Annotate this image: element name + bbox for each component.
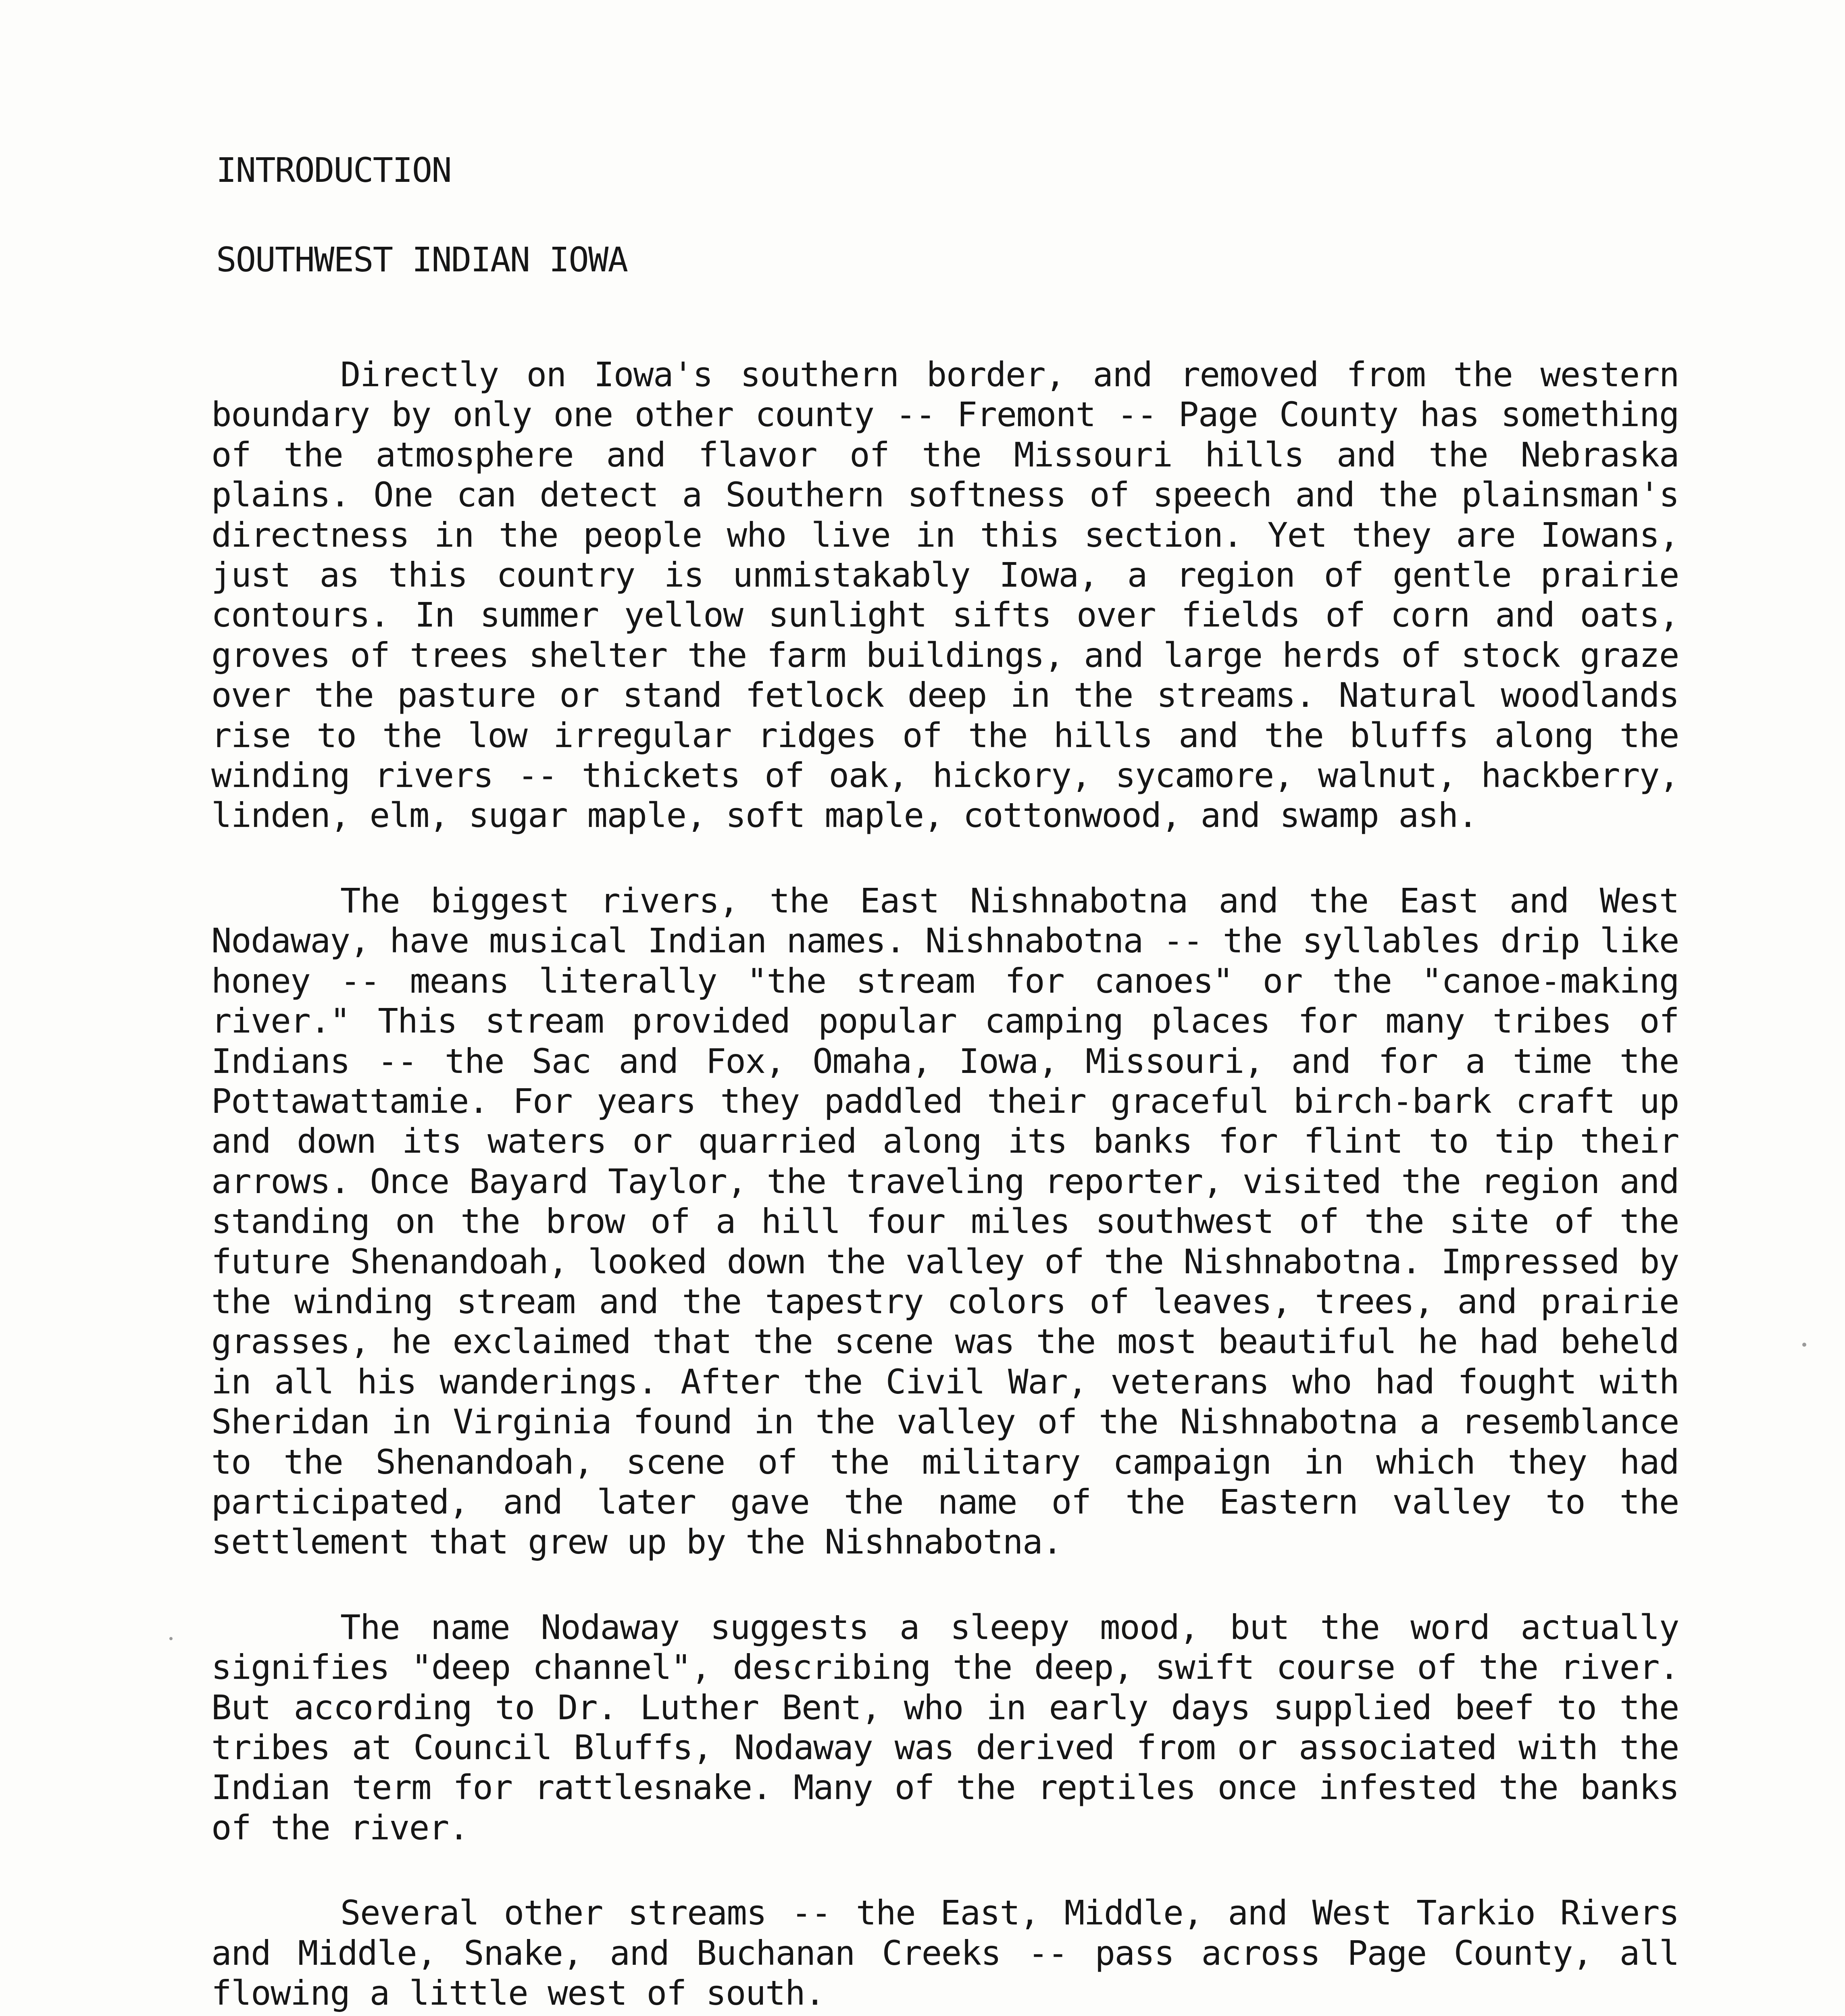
section-subtitle: SOUTHWEST INDIAN IOWA [216, 240, 628, 279]
paragraph: Several other streams -- the East, Middle, and West Tarkio Rivers and Middle, Snake, and Buchanan Creeks -- pass across Page County, all flowing a little west of south. [211, 1893, 1679, 2013]
paragraph: The biggest rivers, the East Nishnabotna and the East and West Nodaway, have musical Indian names. Nishnabotna -- the syllables drip like honey -- means literally "the stream for canoes" or the "canoe-making river." This stream provided popular camping places for many tribes of Indians -- the Sac and Fox, Omaha, Iowa, Missouri, and for a time the Pottawattamie. For years they paddled their graceful birch-bark craft up and down its waters or quarried along its banks for flint to tip their arrows. Once Bayard Taylor, the traveling reporter, visited the region and standing on the brow of a hill four miles southwest of the site of the future Shenandoah, looked down the valley of the Nishnabotna. Impressed by the winding stream and the tapestry colors of leaves, trees, and prairie grasses, he exclaimed that the scene was the most beautiful he had beheld in all his wanderings. After the Civil War, veterans who had fought with Sheridan in Virginia found in the valley of the Nishnabotna a resemblance to the Shenandoah, scene of the military campaign in which they had participated, and later gave the name of the Eastern valley to the settlement that grew up by the Nishnabotna. [211, 881, 1679, 1562]
paragraph: The name Nodaway suggests a sleepy mood, but the word actually signifies "deep channel", describing the deep, swift course of the river. But according to Dr. Luther Bent, who in early days supplied beef to the tribes at Council Bluffs, Nodaway was derived from or associated with the Indian term for rattlesnake. Many of the reptiles once infested the banks of the river. [211, 1607, 1679, 1847]
paper-speck [1802, 1343, 1806, 1347]
paragraph: Directly on Iowa's southern border, and removed from the western boundary by only one other county -- Fremont -- Page County has something of the atmosphere and flavor of the Missouri hills and the Nebraska plains. One can detect a Southern softness of speech and the plainsman's directness in the people who live in this section. Yet they are Iowans, just as this country is unmistakably Iowa, a region of gentle prairie contours. In summer yellow sunlight sifts over fields of corn and oats, groves of trees shelter the farm buildings, and large herds of stock graze over the pasture or stand fetlock deep in the streams. Natural woodlands rise to the low irregular ridges of the hills and the bluffs along the winding rivers -- thickets of oak, hickory, sycamore, walnut, hackberry, linden, elm, sugar maple, soft maple, cottonwood, and swamp ash. [211, 355, 1679, 835]
section-title: INTRODUCTION [216, 150, 451, 190]
paper-speck [169, 1637, 173, 1640]
body-text [211, 355, 1679, 2016]
